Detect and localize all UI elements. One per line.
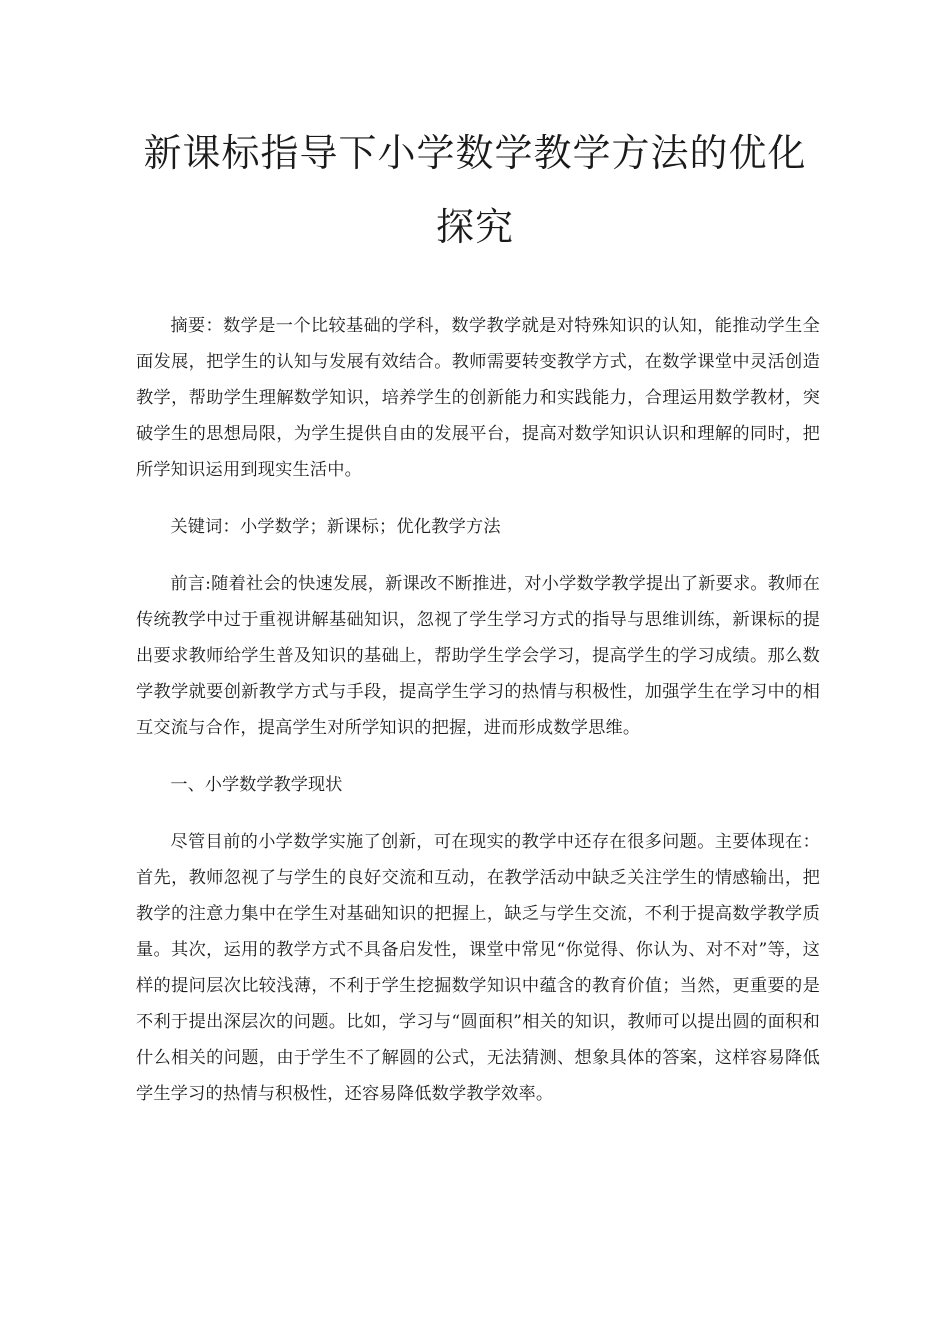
- abstract-paragraph: 摘要：数学是一个比较基础的学科，数学教学就是对特殊知识的认知，能推动学生全面发展，把学生的认知与发展有效结合。教师需要转变教学方式，在数学课堂中灵活创造教学，帮助学生理解数学知识，培养学生的创新能力和实践能力，合理运用数学教材，突破学生的思想局限，为学生提供自由的发展平台，提高对数学知识认识和理解的同时，把所学知识运用到现实生活中。: [136, 316, 820, 480]
- preface-paragraph: 前言:随着社会的快速发展，新课改不断推进，对小学数学教学提出了新要求。教师在传统教学中过于重视讲解基础知识，忽视了学生学习方式的指导与思维训练，新课标的提出要求教师给学生普及知识的基础上，帮助学生学会学习，提高学生的学习成绩。那么数学教学就要创新教学方式与手段，提高学生学习的热情与积极性，加强学生在学习中的相互交流与合作，提高学生对所学知识的把握，进而形成数学思维。: [136, 574, 820, 738]
- document-body: [136, 308, 820, 1133]
- document-title-line-2: 探究: [435, 205, 514, 249]
- section-1-paragraph: 尽管目前的小学数学实施了创新，可在现实的教学中还存在很多问题。主要体现在：首先，教师忽视了与学生的良好交流和互动，在教学活动中缺乏关注学生的情感输出，把教学的注意力集中在学生对基础知识的把握上，缺乏与学生交流，不利于提高数学教学质量。其次，运用的教学方式不具备启发性，课堂中常见“你觉得、你认为、对不对”等，这样的提问层次比较浅薄，不利于学生挖掘数学知识中蕴含的教育价值；当然，更重要的是不利于提出深层次的问题。比如，学习与“圆面积”相关的知识，教师可以提出圆的面积和什么相关的问题，由于学生不了解圆的公式，无法猜测、想象具体的答案，这样容易降低学生学习的热情与积极性，还容易降低数学教学效率。: [136, 832, 820, 1104]
- document-title-line-1: 新课标指导下小学数学教学方法的优化: [143, 131, 807, 175]
- keywords-paragraph: 关键词：小学数学；新课标；优化教学方法: [170, 517, 501, 537]
- section-1-heading: 一、小学数学教学现状: [170, 775, 343, 795]
